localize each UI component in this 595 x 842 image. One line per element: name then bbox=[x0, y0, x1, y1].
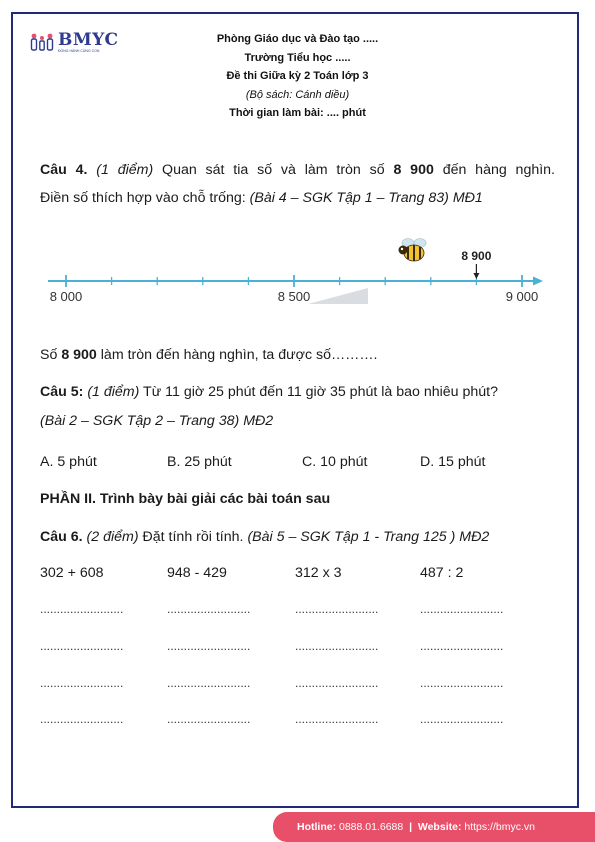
question-5-label: Câu 5: bbox=[40, 384, 84, 400]
question-4-number: 8 900 bbox=[393, 162, 434, 178]
time-limit: Thời gian làm bài: .... phút bbox=[229, 107, 366, 119]
answer-dots: ......................... bbox=[167, 676, 251, 690]
option-d: D. 15 phút bbox=[420, 454, 486, 470]
logo-brand: BMYC bbox=[58, 30, 119, 50]
answer-dots: ......................... bbox=[40, 602, 124, 616]
answer-dots: ......................... bbox=[40, 639, 124, 653]
answer-dots: ......................... bbox=[295, 676, 379, 690]
question-4-points: (1 điểm) bbox=[96, 162, 154, 178]
exam-title: Đề thi Giữa kỳ 2 Toán lớp 3 bbox=[226, 70, 369, 82]
footer-bar bbox=[273, 812, 595, 842]
question-4-text: Quan sát tia số và làm tròn số bbox=[162, 162, 385, 178]
question-5-points: (1 điểm) bbox=[87, 384, 140, 400]
question-4-instruction: Điền số thích hợp vào chỗ trống: bbox=[40, 190, 246, 206]
tick-label-mid: 8 500 bbox=[277, 289, 311, 304]
calc-1: 302 + 608 bbox=[40, 565, 104, 581]
question-6-line bbox=[40, 527, 555, 547]
footer-separator: | bbox=[409, 821, 413, 833]
answer-dots: ......................... bbox=[295, 639, 379, 653]
option-a: A. 5 phút bbox=[40, 454, 97, 470]
answer-dots: ......................... bbox=[40, 676, 124, 690]
department-line: Phòng Giáo dục và Đào tạo ..... bbox=[216, 33, 379, 45]
question-4-text-2: đến hàng nghìn. bbox=[442, 162, 555, 178]
option-b: B. 25 phút bbox=[167, 454, 232, 470]
question-6-text: Đặt tính rồi tính. bbox=[142, 529, 244, 545]
question-5-text: Từ 11 giờ 25 phút đến 11 giờ 35 phút là bao nhiêu phút? bbox=[143, 384, 498, 400]
calc-2: 948 - 429 bbox=[167, 565, 227, 581]
logo-tagline: ĐỒNG HÀNH CÙNG CON bbox=[58, 49, 100, 53]
tick-label-end: 9 000 bbox=[505, 289, 539, 304]
website-link[interactable]: https://bmyc.vn bbox=[464, 821, 535, 833]
question-6-label: Câu 6. bbox=[40, 529, 83, 545]
question-6-ref: (Bài 5 – SGK Tập 1 - Trang 125 ) MĐ2 bbox=[247, 529, 490, 545]
number-line bbox=[40, 236, 555, 316]
answer-dots: ......................... bbox=[40, 712, 124, 726]
question-4-line-1 bbox=[40, 160, 555, 180]
question-5-ref: (Bài 2 – SGK Tập 2 – Trang 38) MĐ2 bbox=[40, 413, 274, 429]
calc-3: 312 x 3 bbox=[295, 565, 342, 581]
rounding-prefix: Số bbox=[40, 347, 58, 363]
question-4-line-2 bbox=[40, 188, 555, 208]
rounding-text: làm tròn đến hàng nghìn, ta được số………. bbox=[100, 347, 378, 363]
answer-dots: ......................... bbox=[420, 676, 504, 690]
question-5-line-2 bbox=[40, 411, 555, 431]
answer-dots: ......................... bbox=[167, 602, 251, 616]
footer-contact bbox=[297, 821, 535, 833]
bee-icon bbox=[399, 239, 427, 262]
question-6-points: (2 điểm) bbox=[86, 529, 139, 545]
answer-dots: ......................... bbox=[295, 712, 379, 726]
answer-dots: ......................... bbox=[167, 712, 251, 726]
question-4-ref: (Bài 4 – SGK Tập 1 – Trang 83) MĐ1 bbox=[249, 190, 483, 206]
hotline-number[interactable]: 0888.01.6688 bbox=[339, 821, 404, 833]
number-line-marker bbox=[461, 249, 491, 279]
section-2-title: PHẦN II. Trình bày bài giải các bài toán sau bbox=[40, 491, 331, 507]
school-line: Trường Tiểu học ..... bbox=[244, 51, 351, 64]
option-c: C. 10 phút bbox=[302, 454, 368, 470]
answer-dots: ......................... bbox=[420, 602, 504, 616]
answer-dots: ......................... bbox=[420, 639, 504, 653]
website-label: Website: bbox=[417, 821, 462, 833]
rounding-line bbox=[40, 345, 555, 365]
number-line-shadow bbox=[308, 288, 368, 304]
hotline-label: Hotline: bbox=[297, 821, 337, 833]
marker-arrowhead bbox=[473, 273, 479, 279]
tick-label-start: 8 000 bbox=[49, 289, 83, 304]
book-series: (Bộ sách: Cánh diều) bbox=[245, 88, 350, 101]
question-4-label: Câu 4. bbox=[40, 162, 88, 178]
calc-4: 487 : 2 bbox=[420, 565, 464, 581]
answer-dots: ......................... bbox=[295, 602, 379, 616]
question-5-line-1 bbox=[40, 382, 555, 402]
rounding-number: 8 900 bbox=[61, 347, 97, 363]
answer-dots: ......................... bbox=[167, 639, 251, 653]
answer-dots: ......................... bbox=[420, 712, 504, 726]
exam-header bbox=[0, 30, 595, 123]
marker-label: 8 900 bbox=[461, 249, 492, 263]
number-line-arrowhead bbox=[533, 277, 543, 286]
